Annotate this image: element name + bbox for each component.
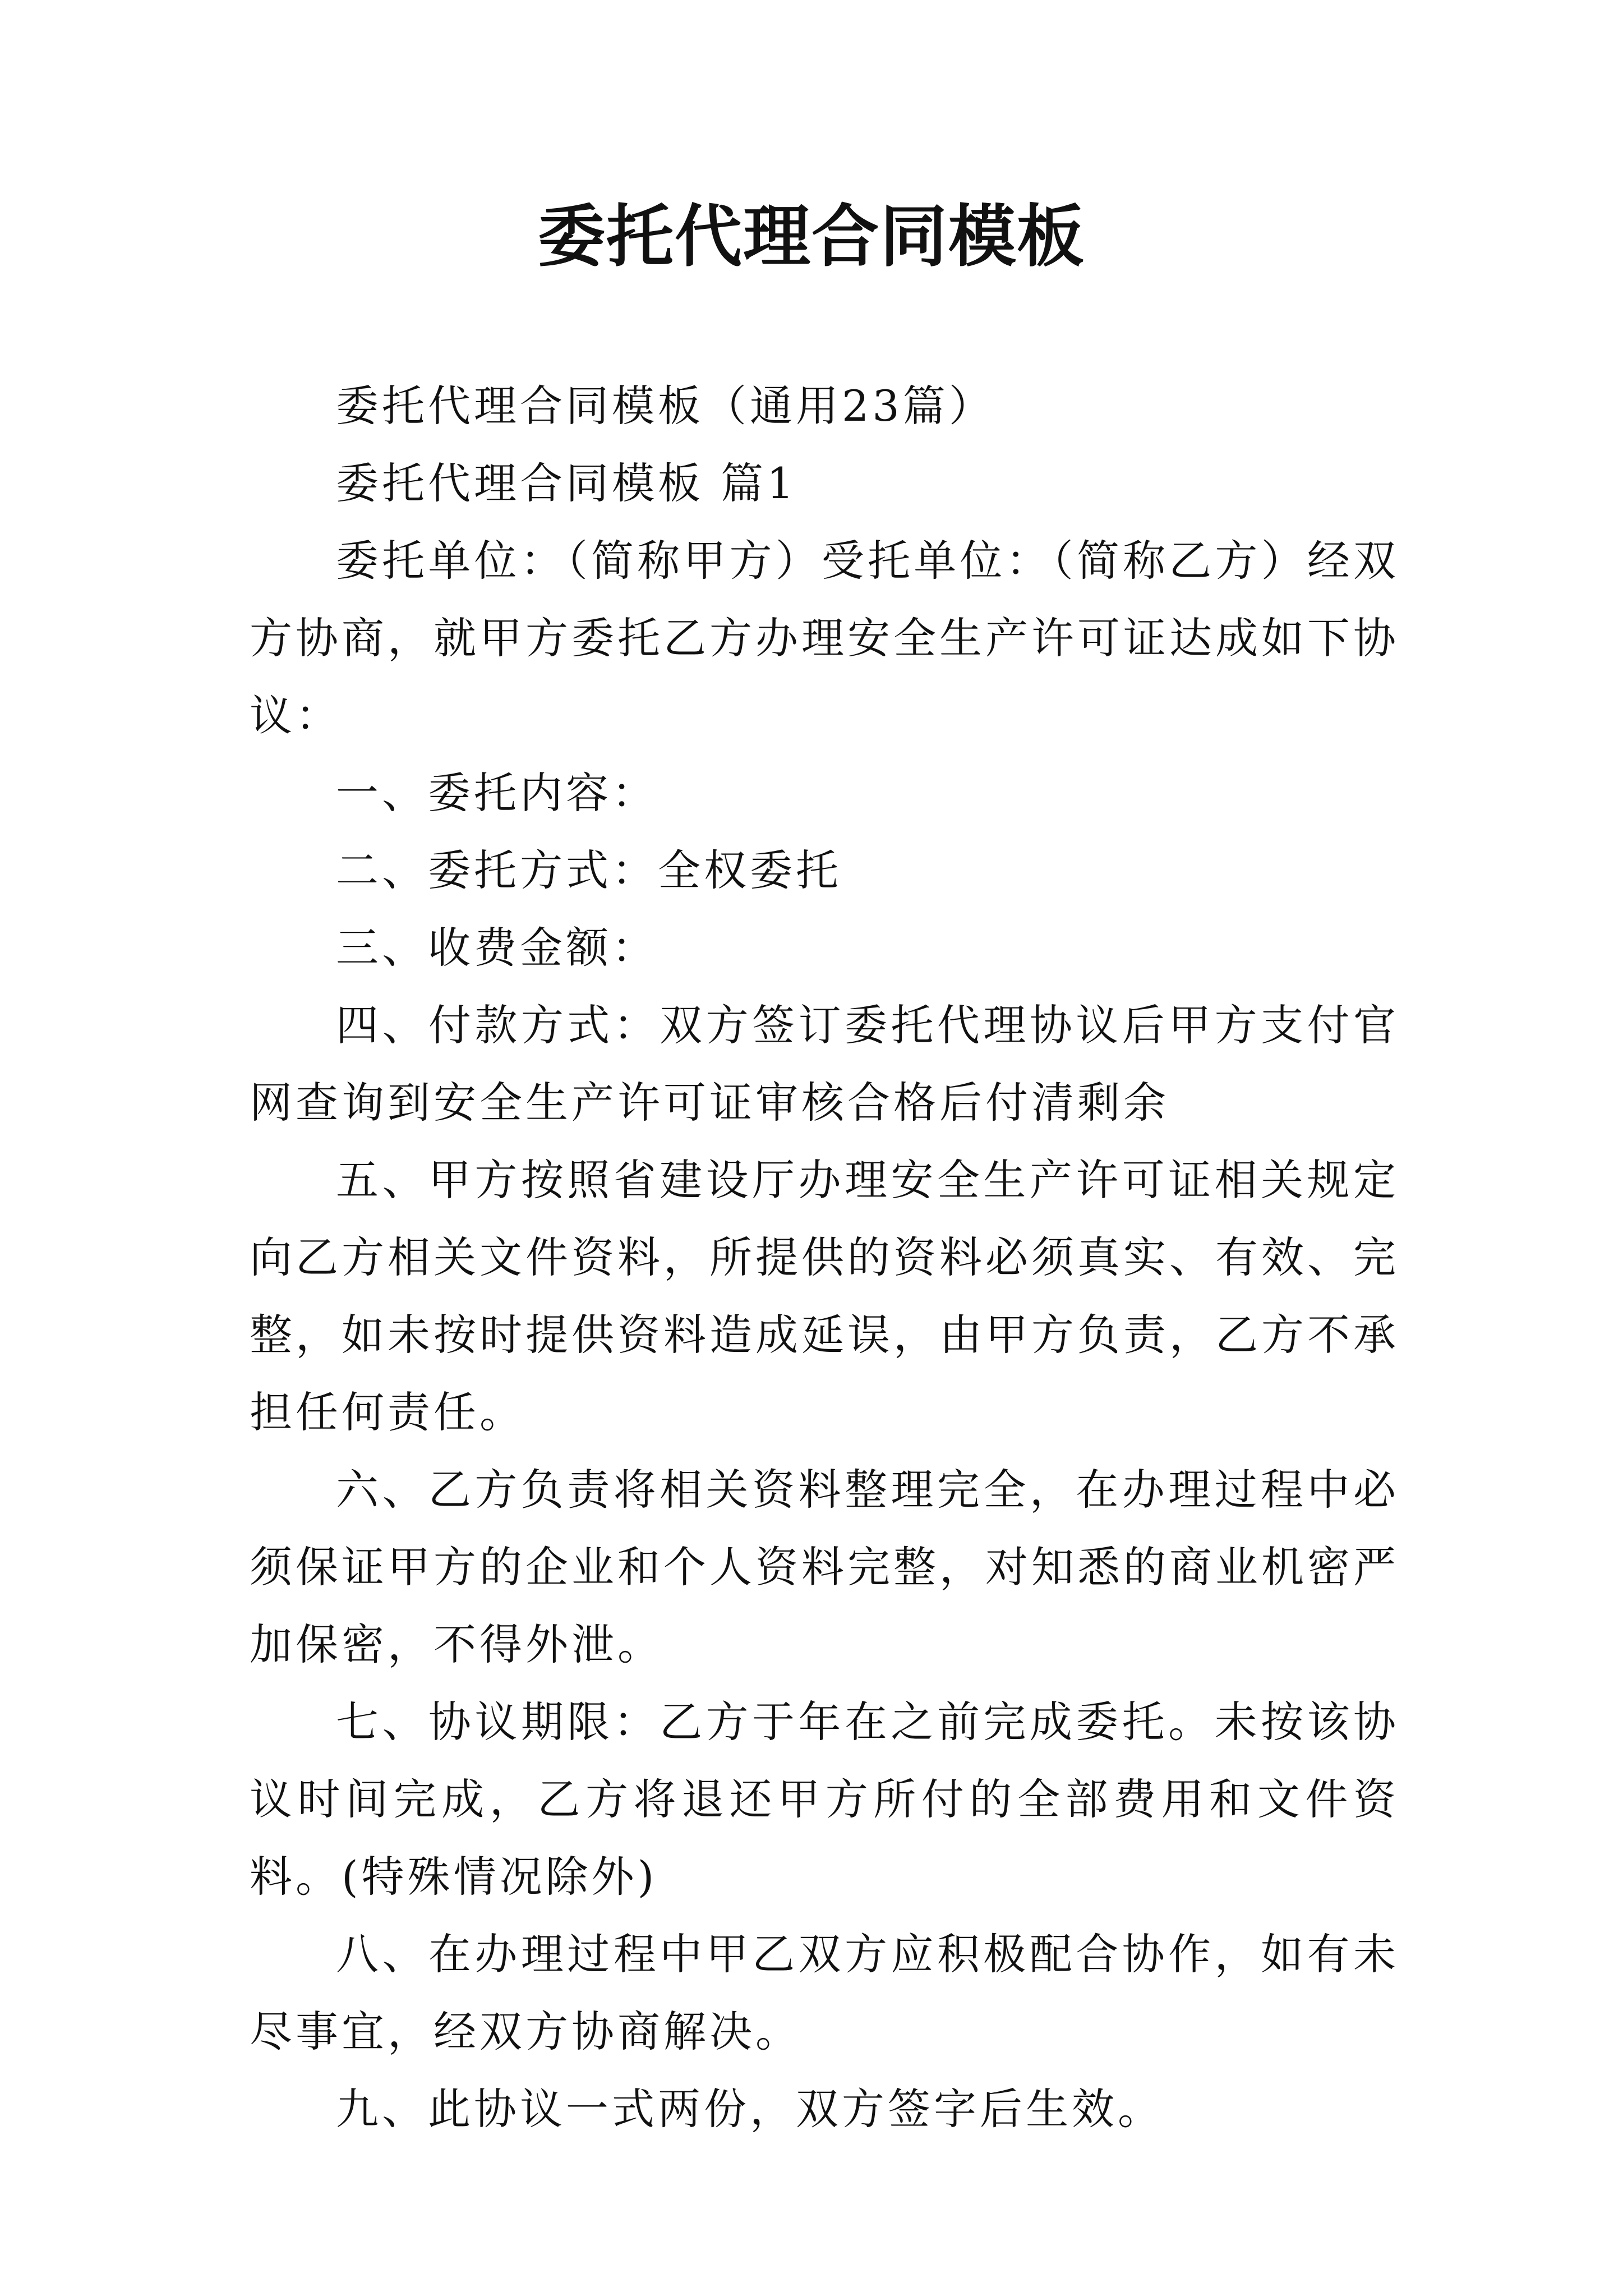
clause-5: 五、甲方按照省建设厅办理安全生产许可证相关规定向乙方相关文件资料，所提供的资料必须真实、有效、完整，如未按时提供资料造成延误，由甲方负责，乙方不承担任何责任。 [250, 1155, 1399, 1437]
clause-9: 九、此协议一式两份，双方签字后生效。 [336, 2084, 1164, 2134]
clause-1: 一、委托内容： [336, 768, 658, 818]
clause-8: 八、在办理过程中甲乙双方应积极配合协作，如有未尽事宜，经双方协商解决。 [250, 1929, 1399, 2056]
document-title: 委托代理合同模板 [538, 197, 1085, 276]
paragraph-subtitle: 委托代理合同模板（通用23篇） [336, 381, 995, 431]
clause-3: 三、收费金额： [336, 923, 658, 973]
clause-4: 四、付款方式：双方签订委托代理协议后甲方支付官网查询到安全生产许可证审核合格后付清剩余 [250, 1000, 1399, 1128]
clause-7: 七、协议期限：乙方于年在之前完成委托。未按该协议时间完成，乙方将退还甲方所付的全部费用和文件资料。(特殊情况除外) [250, 1697, 1399, 1902]
paragraph-section-heading: 委托代理合同模板 篇1 [336, 458, 797, 508]
document-body [250, 367, 1399, 2148]
clause-6: 六、乙方负责将相关资料整理完全，在办理过程中必须保证甲方的企业和个人资料完整，对知悉的商业机密严加保密，不得外泄。 [250, 1465, 1399, 1669]
paragraph-parties: 委托单位：（简称甲方）受托单位：（简称乙方）经双方协商，就甲方委托乙方办理安全生产许可证达成如下协议： [250, 536, 1399, 740]
clause-2: 二、委托方式：全权委托 [336, 845, 842, 895]
